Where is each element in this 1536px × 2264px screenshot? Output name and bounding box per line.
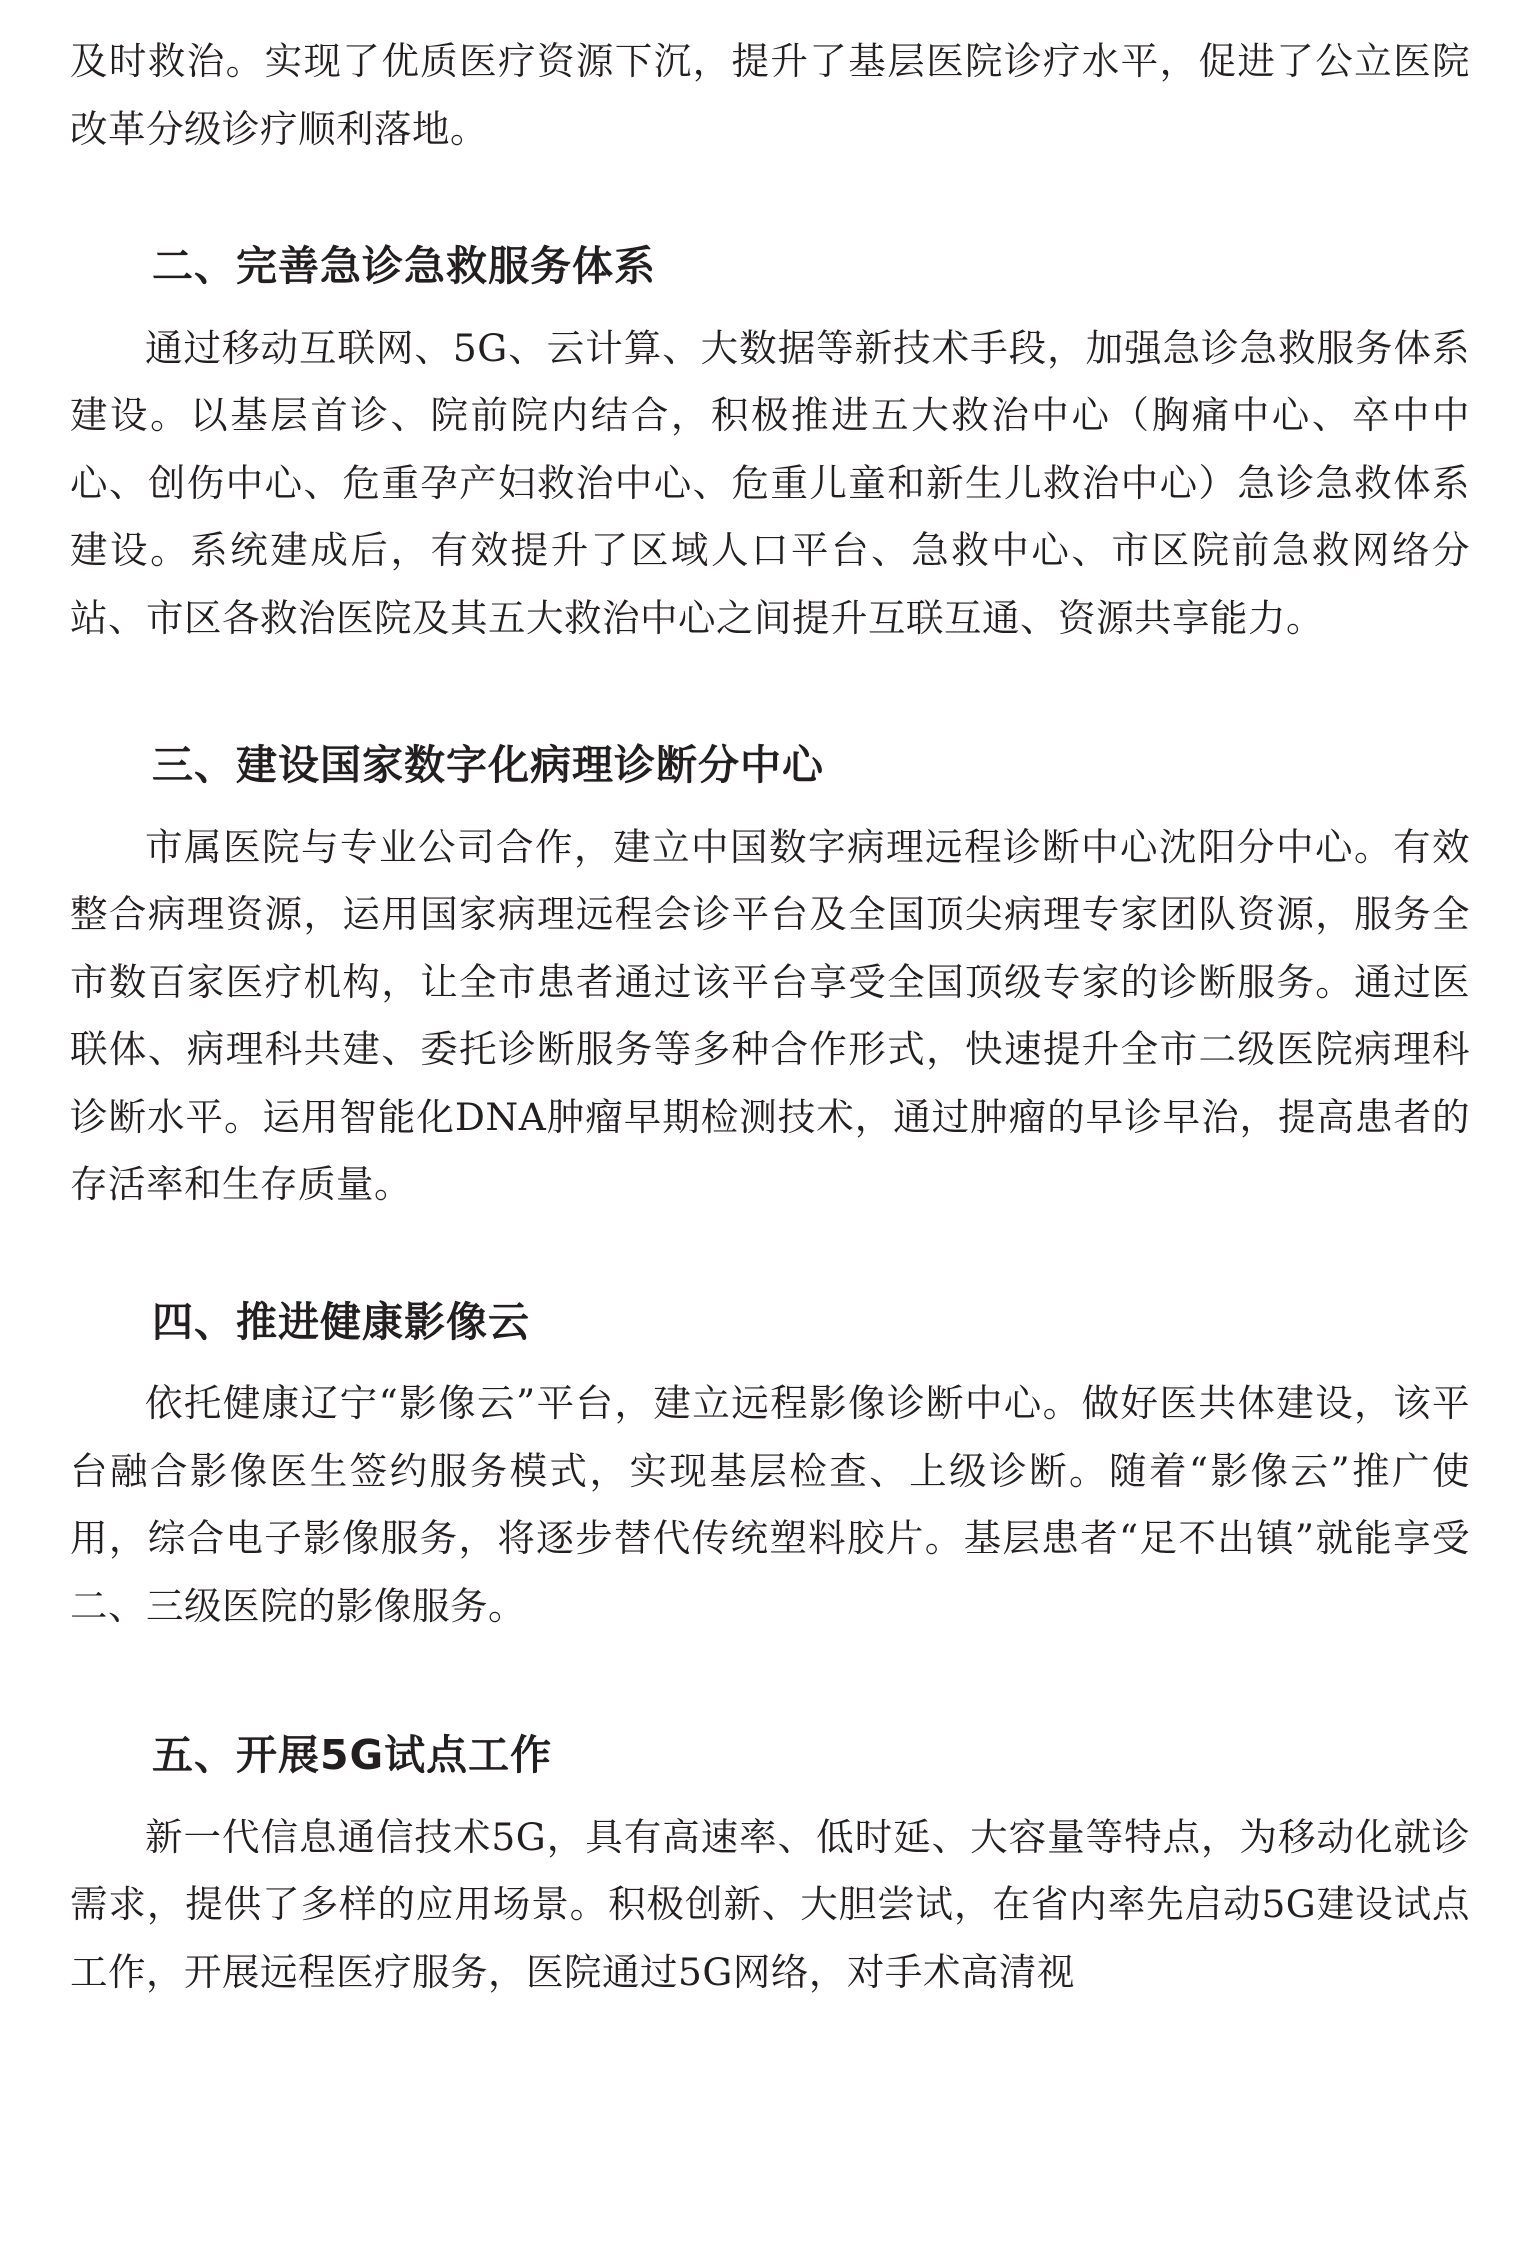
section-body-emergency: 通过移动互联网、5G、云计算、大数据等新技术手段，加强急诊急救服务体系建设。以基层首诊、院前院内结合，积极推进五大救治中心（胸痛中心、卒中中心、创伤中心、危重孕产妇救治中心、危重儿童和新生儿救治中心）急诊急救体系建设。系统建成后，有效提升了区域人口平台、急救中心、市区院前急救网络分站、市区各救治医院及其五大救治中心之间提升互联互通、资源共享能力。 [70, 325, 1470, 640]
section-heading-pathology: 三、建设国家数字化病理诊断分中心 [152, 741, 824, 789]
section-body-5g-pilot: 新一代信息通信技术5G，具有高速率、低时延、大容量等特点，为移动化就诊需求，提供了多样的应用场景。积极创新、大胆尝试，在省内率先启动5G建设试点工作，开展远程医疗服务，医院通过5G网络，对手术高清视 [70, 1814, 1470, 1994]
section-heading-5g-pilot: 五、开展5G试点工作 [152, 1731, 553, 1779]
section-body-pathology: 市属医院与专业公司合作，建立中国数字病理远程诊断中心沈阳分中心。有效整合病理资源，运用国家病理远程会诊平台及全国顶尖病理专家团队资源，服务全市数百家医疗机构，让全市患者通过该平台享受全国顶级专家的诊断服务。通过医联体、病理科共建、委托诊断服务等多种合作形式，快速提升全市二级医院病理科诊断水平。运用智能化DNA肿瘤早期检测技术，通过肿瘤的早诊早治，提高患者的存活率和生存质量。 [70, 824, 1470, 1206]
section-body-imaging-cloud: 依托健康辽宁“影像云”平台，建立远程影像诊断中心。做好医共体建设，该平台融合影像医生签约服务模式，实现基层检查、上级诊断。随着“影像云”推广使用，综合电子影像服务，将逐步替代传统塑料胶片。基层患者“足不出镇”就能享受二、三级医院的影像服务。 [70, 1381, 1470, 1628]
document-page [70, 28, 1470, 2006]
intro-paragraph: 及时救治。实现了优质医疗资源下沉，提升了基层医院诊疗水平，促进了公立医院改革分级诊疗顺利落地。 [70, 39, 1470, 151]
section-heading-imaging-cloud: 四、推进健康影像云 [152, 1297, 530, 1346]
section-heading-emergency: 二、完善急诊急救服务体系 [152, 242, 656, 290]
